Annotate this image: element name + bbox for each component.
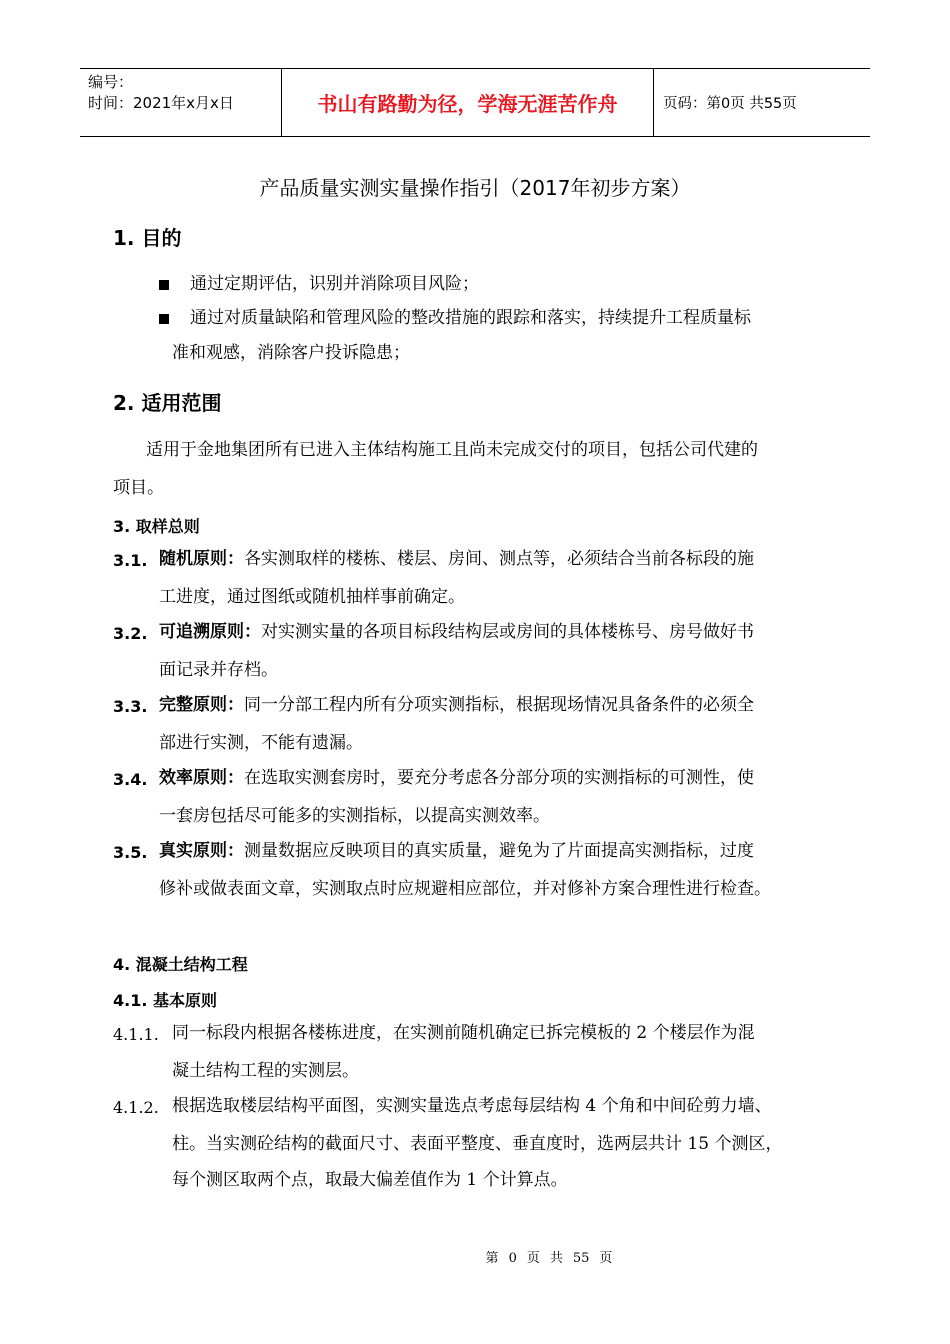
section-2-heading: 2. 适用范围 [113,391,222,415]
section-4-heading: 4. 混凝土结构工程 [113,955,248,974]
header-table [80,68,870,137]
slogan: 书山有路勤为径，学海无涯苦作舟 [282,69,654,136]
item-4-1-2-line-2: 柱。当实测砼结构的截面尺寸、表面平整度、垂直度时，选两层共计 15 个测区， [172,1134,783,1154]
header-left-cell [80,69,282,136]
item-3-5-line-1: 真实原则：测量数据应反映项目的真实质量，避免为了片面提高实测指标，过度 [159,841,754,861]
item-4-1-2-line-3: 每个测区取两个点，取最大偏差值作为 1 个计算点。 [172,1170,568,1190]
item-3-4-num: 3.4. [113,770,148,789]
item-3-1-label: 随机原则： [159,549,244,569]
item-3-1-line-1: 随机原则：各实测取样的楼栋、楼层、房间、测点等，必须结合当前各标段的施 [159,549,754,569]
item-3-4-label: 效率原则： [159,768,244,788]
item-3-1-line-2: 工进度，通过图纸或随机抽样事前确定。 [159,587,465,607]
time-label: 时间：2021年x月x日 [88,94,234,112]
section-1-bullet-1: 通过定期评估，识别并消除项目风险； [190,274,479,294]
item-3-2-label: 可追溯原则： [159,622,261,642]
page-info: 页码：第0页 共55页 [663,96,797,112]
document-title: 产品质量实测实量操作指引（2017年初步方案） [259,176,691,200]
item-3-4-line-1: 效率原则：在选取实测套房时，要充分考虑各分部分项的实测指标的可测性，使 [159,768,754,788]
item-3-4-line-2: 一套房包括尽可能多的实测指标，以提高实测效率。 [159,806,550,826]
item-3-1-num: 3.1. [113,551,148,570]
page-footer: 第 0 页 共 55 页 [485,1251,613,1266]
item-4-1-1-line-2: 凝土结构工程的实测层。 [172,1061,359,1081]
item-4-1-1-line-1: 同一标段内根据各楼栋进度，在实测前随机确定已拆完模板的 2 个楼层作为混 [172,1023,755,1043]
item-3-5-line-2: 修补或做表面文章，实测取点时应规避相应部位，并对修补方案合理性进行检查。 [159,879,771,899]
item-3-2-line-1: 可追溯原则：对实测实量的各项目标段结构层或房间的具体楼栋号、房号做好书 [159,622,754,642]
item-3-2-num: 3.2. [113,624,148,643]
item-3-5-num: 3.5. [113,843,148,862]
section-3-heading: 3. 取样总则 [113,517,200,536]
item-4-1-2-num: 4.1.2. [113,1098,159,1117]
item-3-3-num: 3.3. [113,697,148,716]
item-3-5-label: 真实原则： [159,841,244,861]
item-3-2-line-2: 面记录并存档。 [159,660,278,680]
section-2-para-line-1: 适用于金地集团所有已进入主体结构施工且尚未完成交付的项目，包括公司代建的 [146,440,758,460]
number-label: 编号： [88,73,134,91]
section-1-bullet-2-line-1: 通过对质量缺陷和管理风险的整改措施的跟踪和落实，持续提升工程质量标 [190,308,751,328]
item-3-3-label: 完整原则： [159,695,244,715]
item-3-3-line-1: 完整原则：同一分部工程内所有分项实测指标，根据现场情况具备条件的必须全 [159,695,754,715]
item-4-1-2-line-1: 根据选取楼层结构平面图，实测实量选点考虑每层结构 4 个角和中间砼剪力墙、 [172,1096,772,1116]
bullet-square-icon [159,314,169,324]
item-3-3-line-2: 部进行实测，不能有遗漏。 [159,733,363,753]
bullet-square-icon [159,280,169,290]
section-4-1-heading: 4.1. 基本原则 [113,991,217,1010]
section-1-bullet-2-line-2: 准和观感，消除客户投诉隐患； [172,343,410,363]
item-4-1-1-num: 4.1.1. [113,1025,159,1044]
section-1-heading: 1. 目的 [113,226,182,250]
section-2-para-line-2: 项目。 [113,478,164,498]
